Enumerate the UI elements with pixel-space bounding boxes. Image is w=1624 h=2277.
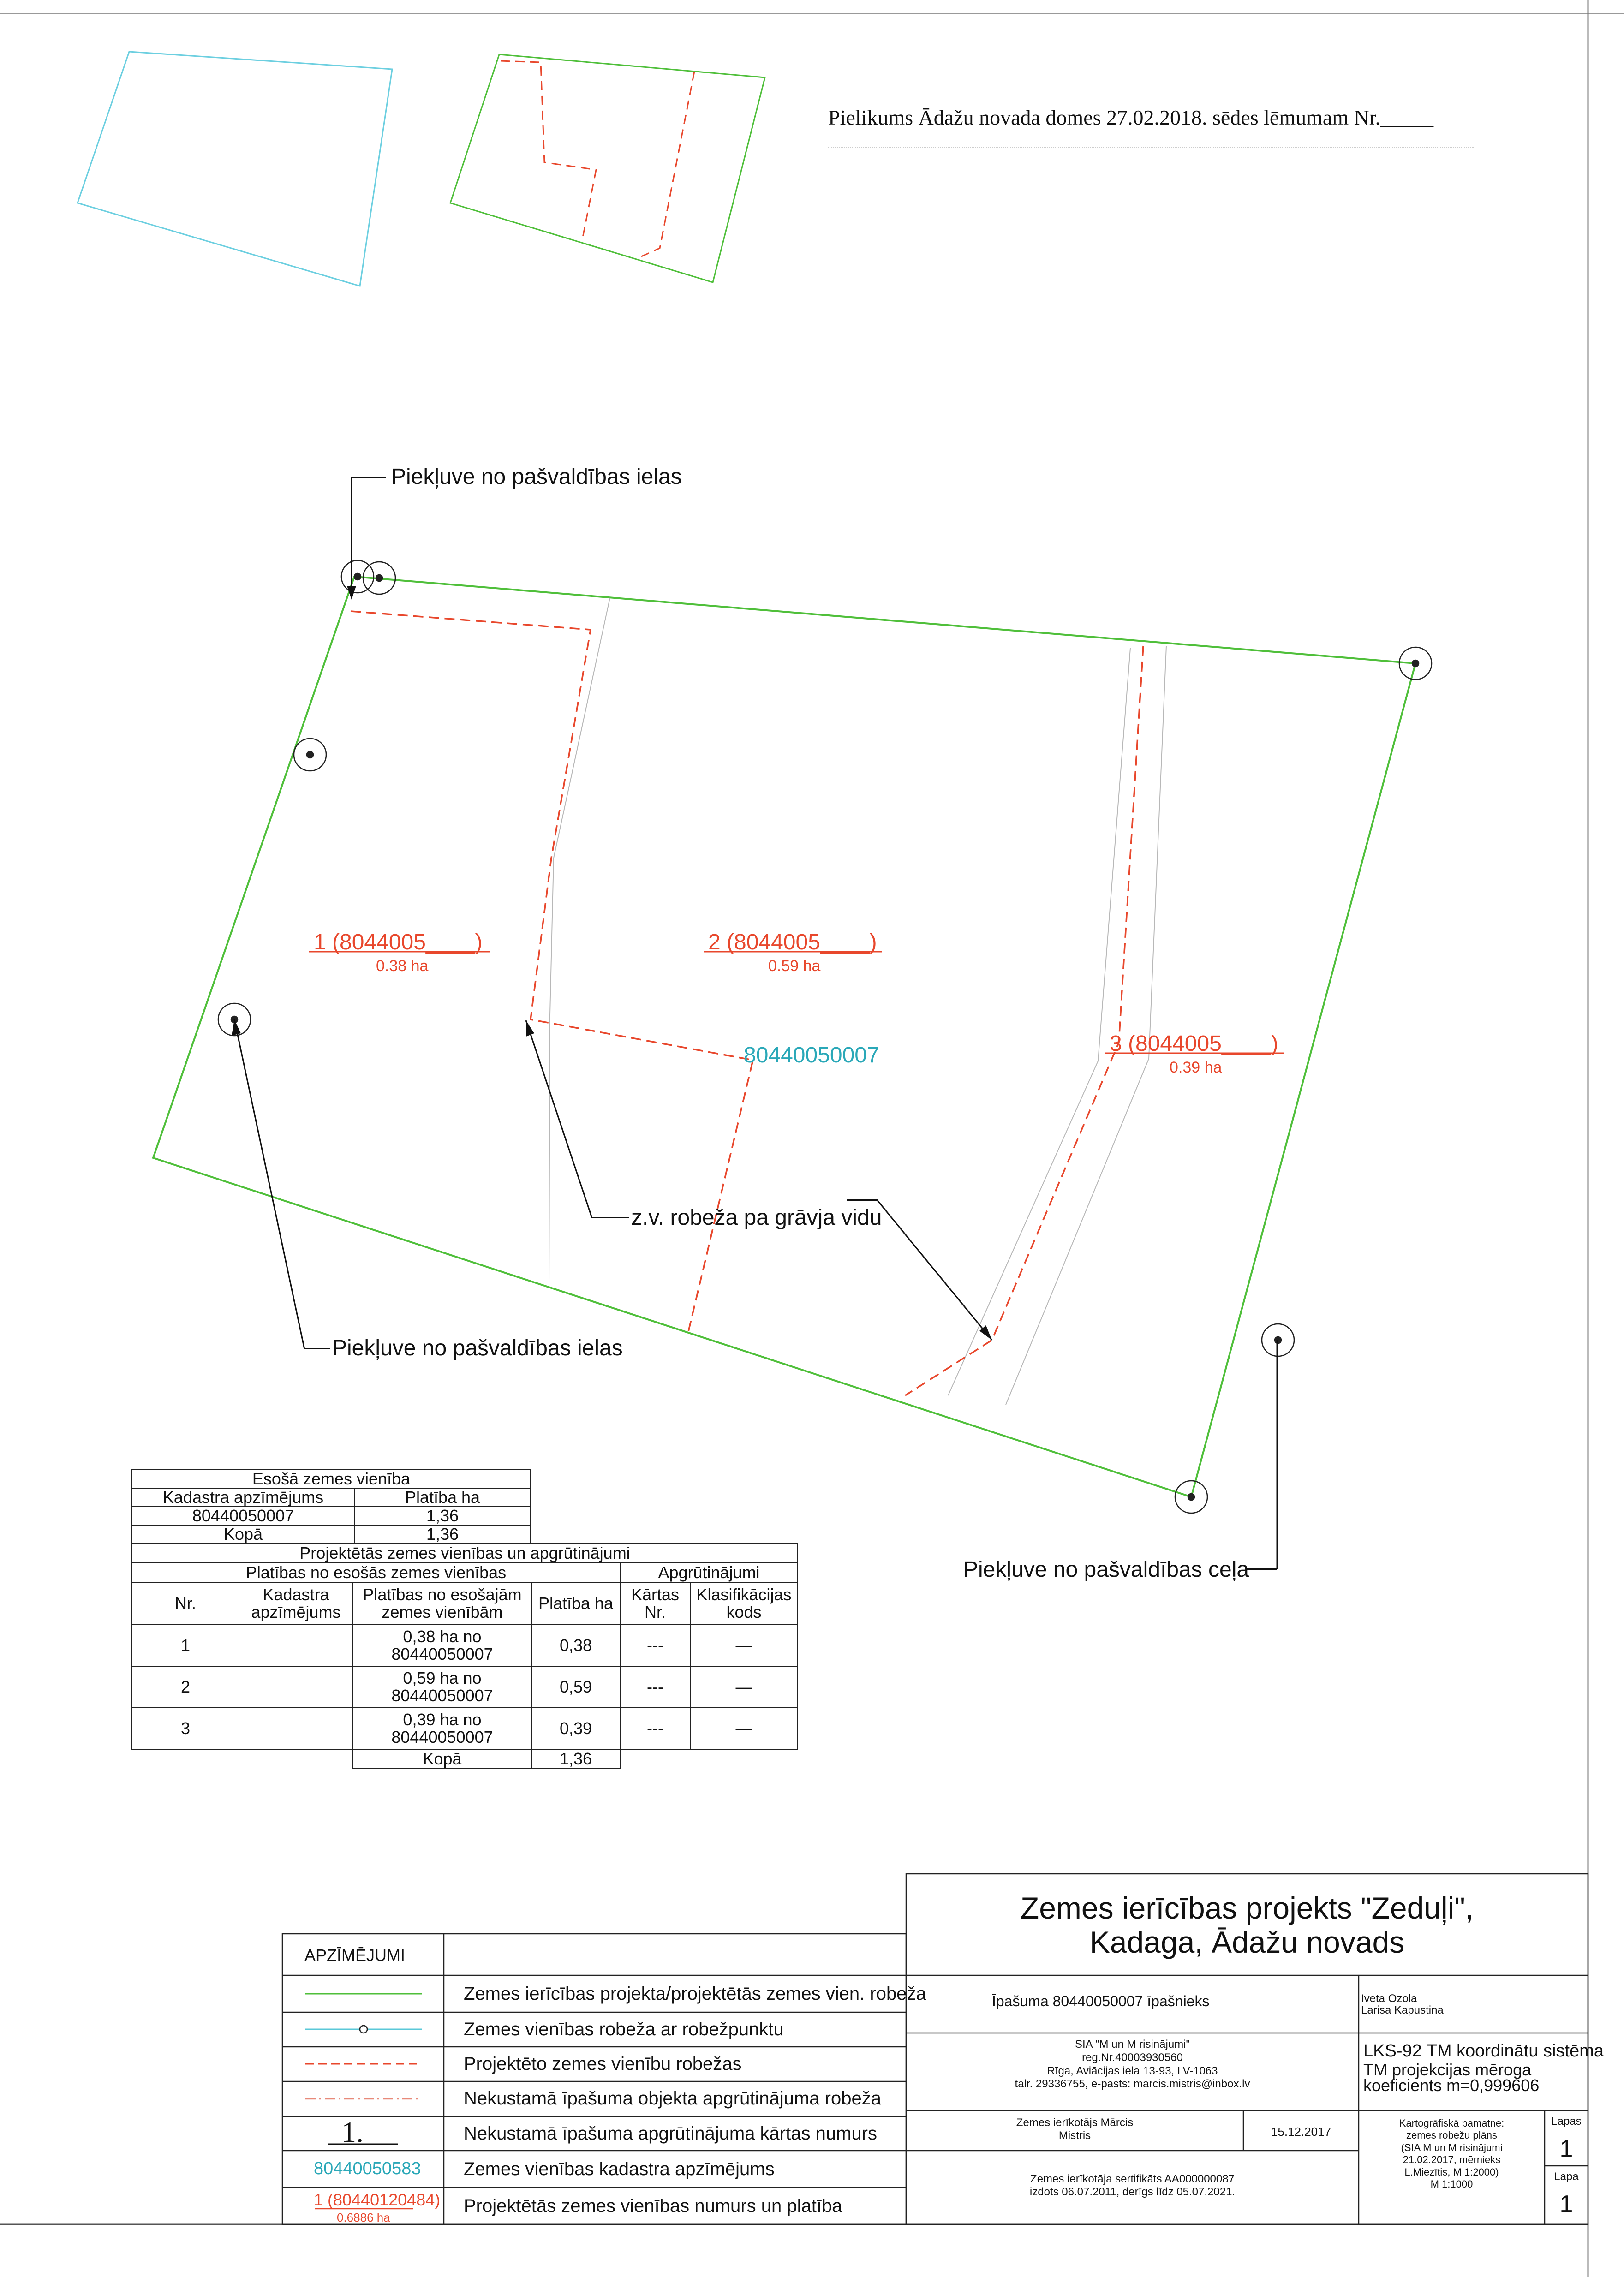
legend-label-cadastre-id: Zemes vienības kadastra apzīmējums [464,2159,775,2179]
legend-sample-unit-number: 1 (80440120484) [314,2190,441,2209]
owner-names: Iveta Ozola Larisa Kapustina [1361,1992,1444,2017]
callout-access-road: Piekļuve no pašvaldības ceļa [963,1557,1249,1582]
parcel-2-label: 2 (8044005____) [708,930,877,954]
table-row: 3 0,39 ha no 80440050007 0,39 --- — [132,1708,798,1749]
legend-label-encumbrance-boundary: Nekustamā īpašuma objekta apgrūtinājuma robeža [464,2088,881,2109]
callout-ditch-boundary: z.v. robeža pa grāvja vidu [631,1205,882,1230]
parcel-3-label: 3 (8044005____) [1110,1031,1278,1056]
project-title-line2: Kadaga, Ādažu novads [1089,1925,1405,1959]
existing-table-title: Esošā zemes vienība [132,1470,531,1488]
table-row: 1 0,38 ha no 80440050007 0,38 --- — [132,1625,798,1666]
plan-date: 15.12.2017 [1271,2125,1331,2139]
scale-factor: TM projekcijas mēroga koeficients m=0,999606 [1363,2060,1540,2095]
coordinate-system: LKS-92 TM koordinātu sistēma [1363,2041,1604,2061]
company-info: SIA "M un M risinājumi" reg.Nr.40003930560 Rīga, Aviācijas iela 13-93, LV-1063 tālr. 29336755, e-pasts: marcis.mistris@inbox.lv [1015,2038,1250,2091]
annex-text: Pielikums Ādažu novada domes 27.02.2018. sēdes lēmumam Nr._____ [828,106,1434,129]
parcel-1-label: 1 (8044005____) [314,930,483,954]
legend-label-project-boundary: Zemes ierīcības projekta/projektētās zemes vien. robeža [464,1984,926,2004]
sheet-label: Lapa [1554,2170,1579,2183]
parcel-2-area: 0.59 ha [768,957,821,975]
parcel-3-area: 0.39 ha [1170,1059,1222,1076]
surveyor-name: Zemes ierīkotājs Mārcis Mistris [1016,2116,1134,2142]
legend-sample-unit-area: 0.6886 ha [337,2211,390,2224]
project-title-line1: Zemes ierīcības projekts "Zeduļi", [1020,1891,1474,1925]
table-row: 2 0,59 ha no 80440050007 0,59 --- — [132,1666,798,1708]
legend-sample-order-number: 1. [341,2116,364,2148]
owner-label: Īpašuma 80440050007 īpašnieks [992,1993,1210,2009]
sheets-value: 1 [1559,2135,1573,2162]
projected-units-table: Projektētās zemes vienības un apgrūtinājumi Platības no esošās zemes vienības Apgrūtinājumi Nr. Kadastra apzīmējums Platības no esošajām zemes vienībām Platība ha Kārtas Nr. Klasifikācijas kods 1 0,38 ha no 80440050007 0,38 --- — 2 0,59 ha no 80440050007 0,59 --- — 3 0,39 ha no 80440050007 0,39 --- — Kopā 1,36 [131,1543,798,1769]
cadastre-id-label: 80440050007 [744,1043,879,1067]
surveyor-certificate: Zemes ierīkotāja sertifikāts AA000000087 izdots 06.07.2011, derīgs līdz 05.07.2021. [1029,2173,1236,2198]
legend-label-order-number: Nekustamā īpašuma apgrūtinājuma kārtas numurs [464,2123,877,2144]
legend-label-projected-boundaries: Projektēto zemes vienību robežas [464,2054,742,2074]
sheets-label: Lapas [1551,2115,1582,2128]
sheet-value: 1 [1559,2191,1573,2217]
projected-table-title: Projektētās zemes vienības un apgrūtinājumi [132,1544,798,1563]
legend-label-cadastre-boundary: Zemes vienības robeža ar robežpunktu [464,2019,784,2039]
legend-title: APZĪMĒJUMI [304,1946,406,1965]
legend-label-unit-number: Projektētās zemes vienības numurs un platība [464,2196,842,2216]
legend-sample-cadastre-id: 80440050583 [314,2159,421,2178]
callout-access-street-top: Piekļuve no pašvaldības ielas [391,465,682,489]
basemap-info: Kartogrāfiskā pamatne: zemes robežu plāns (SIA M un M risinājumi 21.02.2017, mērnieks L.Miezītis, M 1:2000) M 1:1000 [1399,2117,1505,2190]
existing-unit-table: Esošā zemes vienība Kadastra apzīmējums Platība ha 80440050007 1,36 Kopā 1,36 [131,1469,531,1544]
callout-access-street-bottom: Piekļuve no pašvaldības ielas [332,1336,623,1360]
parcel-1-area: 0.38 ha [376,957,429,975]
